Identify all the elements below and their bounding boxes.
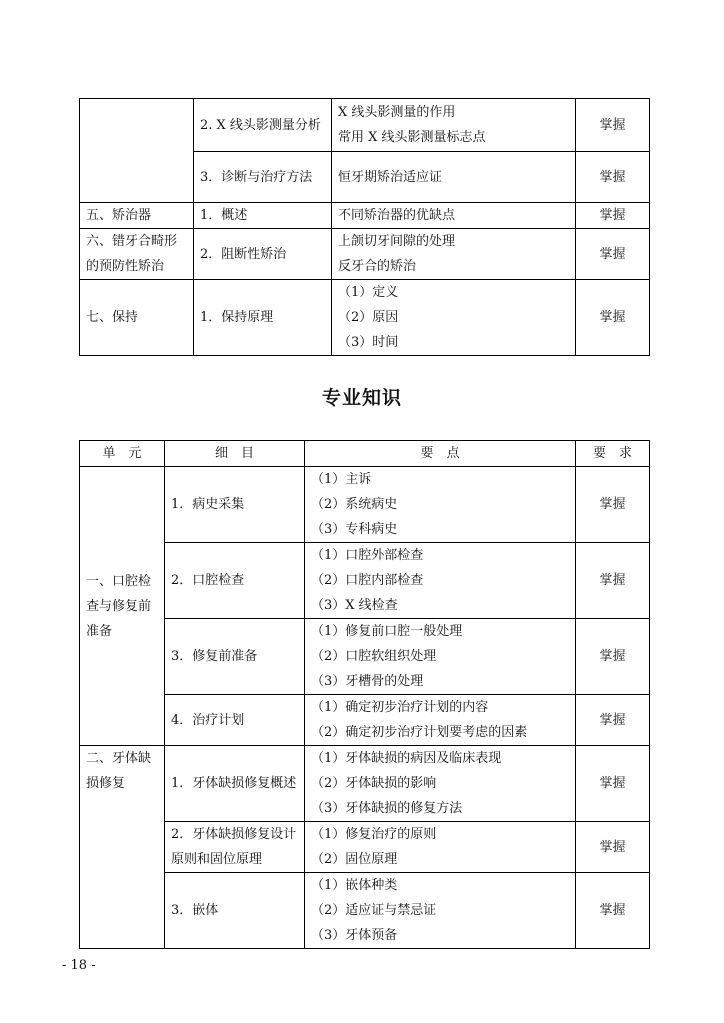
- unit-cell: 七、保持: [80, 280, 194, 356]
- item-cell: 1．保持原理: [194, 280, 332, 356]
- unit-cell: 五、矫治器: [80, 203, 194, 229]
- requirement-cell: 掌握: [576, 543, 650, 619]
- points-cell: （1）确定初步治疗计划的内容 （2）确定初步治疗计划要考虑的因素: [305, 695, 576, 746]
- table-row: [80, 746, 650, 822]
- points-cell: （1）修复前口腔一般处理 （2）口腔软组织处理 （3）牙槽骨的处理: [305, 619, 576, 695]
- table-row: [80, 822, 650, 873]
- item-cell: 1．病史采集: [165, 467, 305, 543]
- requirement-cell: 掌握: [576, 822, 650, 873]
- requirement-cell: 掌握: [576, 280, 650, 356]
- requirement-cell: 掌握: [576, 746, 650, 822]
- table-row: [80, 695, 650, 746]
- table-row: [80, 543, 650, 619]
- item-cell: 3．嵌体: [165, 873, 305, 949]
- item-cell: 2．牙体缺损修复设计原则和固位原理: [165, 822, 305, 873]
- points-cell: X 线头影测量的作用 常用 X 线头影测量标志点: [332, 99, 576, 152]
- table-row: [80, 873, 650, 949]
- points-cell: 恒牙期矫治适应证: [332, 152, 576, 203]
- professional-knowledge-table: [79, 440, 650, 949]
- table-continued: [79, 98, 650, 356]
- table-row: [80, 203, 650, 229]
- points-cell: 上颌切牙间隙的处理 反牙合的矫治: [332, 229, 576, 280]
- unit-cell: 一、口腔检查与修复前准备: [80, 467, 165, 746]
- requirement-cell: 掌握: [576, 695, 650, 746]
- header-unit: 单 元: [80, 441, 165, 467]
- item-cell: 1．牙体缺损修复概述: [165, 746, 305, 822]
- section-title: 专业知识: [321, 387, 402, 409]
- item-cell: 2．阻断性矫治: [194, 229, 332, 280]
- unit-cell: 二、牙体缺损修复: [80, 746, 165, 949]
- table-row: [80, 229, 650, 280]
- table-row: [80, 280, 650, 356]
- item-cell: 3．诊断与治疗方法: [194, 152, 332, 203]
- header-row: [80, 441, 650, 467]
- points-cell: （1）修复治疗的原则 （2）固位原理: [305, 822, 576, 873]
- item-cell: 1．概述: [194, 203, 332, 229]
- item-cell: 2．口腔检查: [165, 543, 305, 619]
- unit-cell: 六、错牙合畸形的预防性矫治: [80, 229, 194, 280]
- item-cell: 2. X 线头影测量分析: [194, 99, 332, 152]
- header-requirement: 要 求: [576, 441, 650, 467]
- table-row: [80, 467, 650, 543]
- header-item: 细 目: [165, 441, 305, 467]
- points-cell: （1）嵌体种类 （2）适应证与禁忌证 （3）牙体预备: [305, 873, 576, 949]
- page-number: - 18 -: [62, 958, 96, 973]
- table-row: [80, 99, 650, 152]
- points-cell: （1）口腔外部检查 （2）口腔内部检查 （3）X 线检查: [305, 543, 576, 619]
- requirement-cell: 掌握: [576, 152, 650, 203]
- requirement-cell: 掌握: [576, 99, 650, 152]
- requirement-cell: 掌握: [576, 873, 650, 949]
- points-cell: （1）定义 （2）原因 （3）时间: [332, 280, 576, 356]
- item-cell: 3．修复前准备: [165, 619, 305, 695]
- requirement-cell: 掌握: [576, 229, 650, 280]
- requirement-cell: 掌握: [576, 203, 650, 229]
- item-cell: 4．治疗计划: [165, 695, 305, 746]
- points-cell: 不同矫治器的优缺点: [332, 203, 576, 229]
- requirement-cell: 掌握: [576, 619, 650, 695]
- unit-cell: [80, 99, 194, 203]
- points-cell: （1）牙体缺损的病因及临床表现 （2）牙体缺损的影响 （3）牙体缺损的修复方法: [305, 746, 576, 822]
- requirement-cell: 掌握: [576, 467, 650, 543]
- table-row: [80, 619, 650, 695]
- points-cell: （1）主诉 （2）系统病史 （3）专科病史: [305, 467, 576, 543]
- header-points: 要 点: [305, 441, 576, 467]
